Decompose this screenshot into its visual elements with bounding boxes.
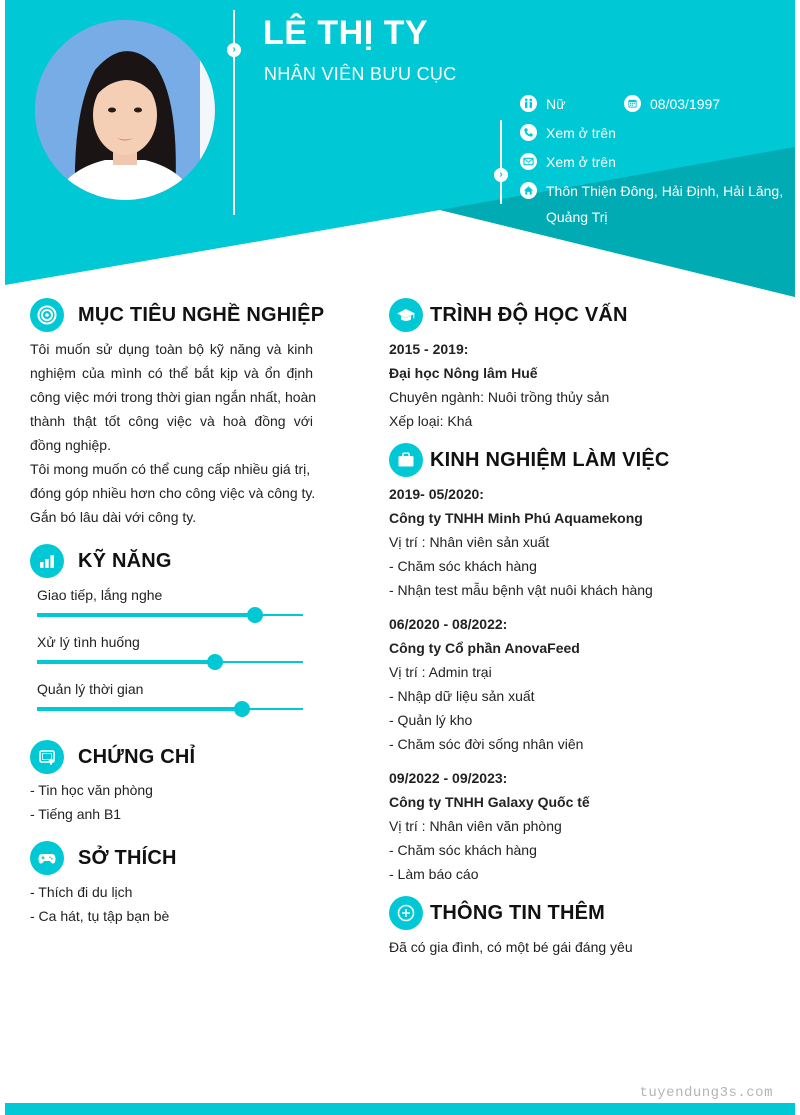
job-period: 2019- 05/2020:	[389, 486, 484, 502]
email-row	[520, 149, 616, 175]
skill-bar-handle	[247, 607, 263, 623]
footer-bar	[5, 1103, 795, 1115]
objective-line: Tôi muốn sử dụng toàn bộ kỹ năng và kinh	[30, 341, 313, 357]
chevron-right-icon: ›	[227, 43, 241, 57]
header-divider-line	[233, 10, 235, 215]
education-details	[389, 337, 609, 433]
graduation-cap-icon	[389, 298, 423, 332]
email-value: Xem ở trên	[546, 154, 616, 170]
hobbies-heading: SỞ THÍCH	[78, 846, 177, 869]
chevron-right-icon: ›	[494, 168, 508, 182]
gender-icon	[520, 95, 537, 112]
skills-heading: KỸ NĂNG	[78, 549, 172, 572]
objective-line: đồng nghiệp.	[30, 437, 111, 453]
birthday-value: 08/03/1997	[650, 96, 721, 112]
skill-label: Giao tiếp, lắng nghe	[37, 587, 163, 603]
certificate-item: - Tin học văn phòng	[30, 782, 153, 798]
skill-label: Quản lý thời gian	[37, 681, 144, 697]
job-position: Vị trí : Nhân viên sản xuất	[389, 534, 550, 550]
skill-bar	[37, 661, 303, 663]
objective-line: thành thật tốt công việc và hoà đồng với	[30, 413, 313, 429]
birthday-row	[624, 91, 720, 117]
job-entry	[389, 482, 653, 602]
objective-line: nghiệm của mình có thể bắt kịp và ổn định	[30, 365, 313, 381]
target-icon	[30, 298, 64, 332]
portrait-photo	[35, 20, 215, 200]
skill-bar-handle	[207, 654, 223, 670]
address-line-2: Quảng Trị	[546, 209, 608, 225]
certificates-list	[30, 778, 153, 826]
contact-divider-line	[500, 120, 502, 204]
job-duty: - Chăm sóc khách hàng	[389, 842, 537, 858]
job-period: 06/2020 - 08/2022:	[389, 616, 508, 632]
education-school: Đại học Nông lâm Huế	[389, 365, 538, 381]
phone-row	[520, 120, 616, 146]
address-row	[520, 178, 783, 230]
additional-info-text: Đã có gia đình, có một bé gái đáng yêu	[389, 939, 633, 955]
job-position: Vị trí : Admin trại	[389, 664, 492, 680]
skill-bar-handle	[234, 701, 250, 717]
job-entry	[389, 766, 590, 886]
certificate-item: - Tiếng anh B1	[30, 806, 122, 822]
hobbies-list	[30, 880, 169, 928]
job-duty: - Nhập dữ liệu sản xuất	[389, 688, 535, 704]
job-company: Công ty Cổ phần AnovaFeed	[389, 640, 580, 656]
briefcase-icon	[389, 443, 423, 477]
address-line-1: Thôn Thiện Đông, Hải Định, Hải Lăng,	[546, 183, 784, 199]
bar-chart-icon	[30, 544, 64, 578]
job-company: Công ty TNHH Minh Phú Aquamekong	[389, 510, 643, 526]
objective-line: Gắn bó lâu dài với công ty.	[30, 509, 197, 525]
education-period: 2015 - 2019:	[389, 341, 469, 357]
experience-heading: KINH NGHIỆM LÀM VIỆC	[430, 448, 670, 471]
education-major: Chuyên ngành: Nuôi trồng thủy sản	[389, 389, 610, 405]
gender-value: Nữ	[546, 96, 566, 112]
skills-header	[30, 544, 172, 578]
job-duty: - Chăm sóc đời sống nhân viên	[389, 736, 584, 752]
phone-icon	[520, 124, 537, 141]
job-period: 09/2022 - 09/2023:	[389, 770, 508, 786]
job-company: Công ty TNHH Galaxy Quốc tế	[389, 794, 590, 810]
candidate-title: NHÂN VIÊN BƯU CỤC	[264, 64, 457, 84]
objective-line: Tôi mong muốn có thể cung cấp nhiều giá trị,	[30, 461, 311, 477]
candidate-name: LÊ THỊ TY	[263, 14, 429, 52]
certificates-header	[30, 740, 195, 774]
experience-header	[389, 443, 670, 477]
gamepad-icon	[30, 841, 64, 875]
objective-line: đóng góp nhiều hơn cho công việc và công ty.	[30, 485, 316, 501]
skill-label: Xử lý tình huống	[37, 634, 140, 650]
objective-header	[30, 298, 324, 332]
gender-row	[520, 91, 565, 117]
footer-brand: tuyendung3s.com	[639, 1085, 773, 1101]
job-entry	[389, 612, 583, 756]
plus-circle-icon	[389, 896, 423, 930]
hobby-item: - Ca hát, tụ tập bạn bè	[30, 908, 170, 924]
job-duty: - Nhận test mẫu bệnh vật nuôi khách hàng	[389, 582, 653, 598]
email-icon	[520, 153, 537, 170]
objective-line: công việc mới trong thời gian ngắn nhất, hoàn	[30, 389, 317, 405]
objective-text	[30, 337, 317, 529]
phone-value: Xem ở trên	[546, 125, 616, 141]
job-position: Vị trí : Nhân viên văn phòng	[389, 818, 562, 834]
job-duty: - Làm báo cáo	[389, 866, 479, 882]
hobbies-header	[30, 841, 177, 875]
avatar	[35, 20, 215, 200]
skill-bar-fill	[37, 613, 255, 617]
skill-bar-fill	[37, 707, 242, 711]
additional-info-header	[389, 896, 605, 930]
additional-info-heading: THÔNG TIN THÊM	[430, 901, 606, 924]
home-icon	[520, 182, 537, 199]
job-duty: - Quản lý kho	[389, 712, 473, 728]
objective-heading: MỤC TIÊU NGHỀ NGHIỆP	[78, 303, 325, 326]
education-header	[389, 298, 628, 332]
education-grade: Xếp loại: Khá	[389, 413, 473, 429]
calendar-icon	[624, 95, 641, 112]
certificate-icon	[30, 740, 64, 774]
hobby-item: - Thích đi du lịch	[30, 884, 133, 900]
skill-bar-fill	[37, 660, 215, 664]
certificates-heading: CHỨNG CHỈ	[78, 745, 196, 768]
skill-bar	[37, 614, 303, 616]
skill-bar	[37, 708, 303, 710]
job-duty: - Chăm sóc khách hàng	[389, 558, 537, 574]
education-heading: TRÌNH ĐỘ HỌC VẤN	[430, 303, 628, 326]
